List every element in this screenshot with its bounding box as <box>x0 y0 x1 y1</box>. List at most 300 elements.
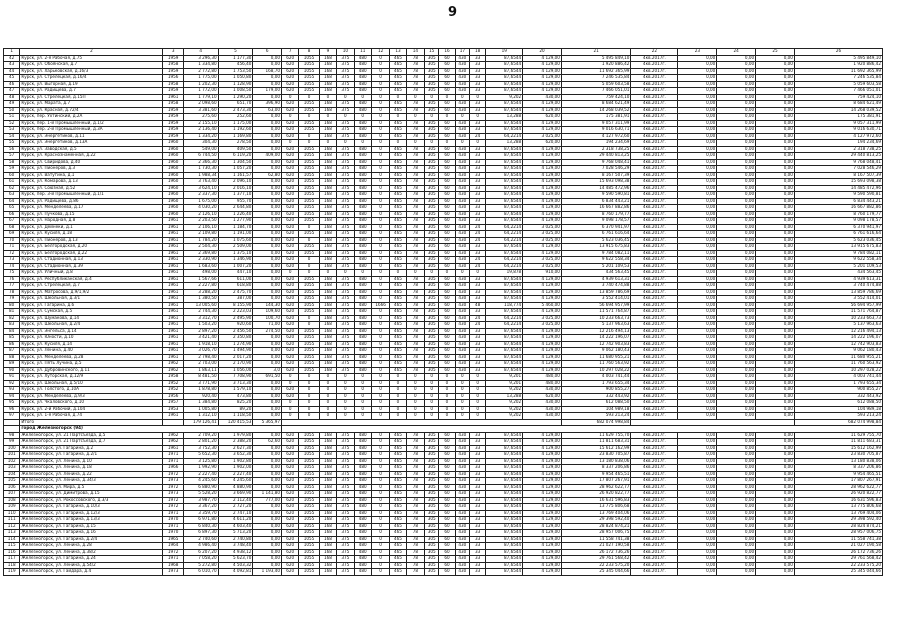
table-cell: 0,00 <box>756 114 795 121</box>
table-cell: 14 222 196,07 <box>561 335 631 342</box>
table-cell: 480 <box>354 68 371 75</box>
table-cell: 1952 <box>163 380 183 387</box>
table-cell: 430 <box>455 322 469 329</box>
table-cell: 430,00 <box>523 387 562 394</box>
table-cell: 33 <box>469 523 485 530</box>
table-cell: 16 667 882,86 <box>794 205 882 212</box>
table-cell: 78 <box>406 75 424 82</box>
table-cell: 1961 <box>163 289 183 296</box>
table-cell: 900 855,27 <box>561 387 631 394</box>
table-cell: 1055 <box>299 341 319 348</box>
table-cell: 4кв.2017г. <box>631 114 678 121</box>
table-cell: 375 <box>337 120 354 127</box>
column-number: 23 <box>678 49 717 56</box>
table-cell: 1972 <box>163 484 183 491</box>
table-cell: 465 <box>390 81 406 88</box>
table-cell: 375 <box>337 354 354 361</box>
table-cell: 0 <box>425 374 439 381</box>
table-cell: 465 <box>390 530 406 537</box>
table-cell: 0,00 <box>717 270 756 277</box>
table-cell: 0,00 <box>253 335 282 342</box>
table-cell: 1971 <box>163 523 183 530</box>
table-cell: Железногорск, ул. Ленина, д.28 <box>20 543 163 550</box>
table-cell: 0 <box>425 406 439 413</box>
table-cell: 4кв.2017г. <box>631 257 678 264</box>
table-cell: 4 986,40 <box>183 543 218 550</box>
table-cell: 26 172 736,26 <box>561 549 631 556</box>
table-cell: 0,00 <box>756 68 795 75</box>
table-cell: 33 <box>469 88 485 95</box>
table-cell: 74 <box>4 263 20 270</box>
table-cell: 0 <box>390 393 406 400</box>
table-cell: 168 <box>319 465 336 472</box>
table-cell: 81 <box>4 309 20 316</box>
table-cell: 0 <box>319 387 336 394</box>
table-cell: 0 <box>439 387 455 394</box>
table-cell: 465 <box>390 133 406 140</box>
table-cell: 0,00 <box>678 107 717 114</box>
table-cell: Курск, ул. Хуторская, д.12/9 <box>20 374 163 381</box>
table-cell: 480 <box>354 153 371 160</box>
table-cell: 33 <box>469 218 485 225</box>
table-cell: 5 623 036,45 <box>794 237 882 244</box>
table-cell: 63 <box>4 192 20 199</box>
table-cell: 0,00 <box>717 497 756 504</box>
table-cell: 0,00 <box>717 562 756 569</box>
table-cell: 0 <box>425 270 439 277</box>
table-cell: 11 811 683,31 <box>561 439 631 446</box>
table-cell: 620 <box>281 523 298 530</box>
table-cell: 305 <box>425 562 439 569</box>
table-cell: 0 <box>390 380 406 387</box>
table-cell: 480 <box>354 81 371 88</box>
table-cell: 0,00 <box>717 114 756 121</box>
table-cell: 305 <box>425 237 439 244</box>
table-cell: 305 <box>425 497 439 504</box>
table-cell: 465 <box>390 296 406 303</box>
table-cell: 0,00 <box>253 114 282 121</box>
table-cell: 33 <box>469 536 485 543</box>
table-cell: 4 129,00 <box>523 367 562 374</box>
table-cell: 1055 <box>299 153 319 160</box>
table-cell: 305 <box>425 257 439 264</box>
table-cell: 4 129,00 <box>523 569 562 576</box>
table-cell: 13 769 404,06 <box>794 510 882 517</box>
table-cell: 115 <box>4 543 20 550</box>
table-cell: Курск, ул. Радищева, д.7 <box>20 88 163 95</box>
table-cell: 480 <box>354 166 371 173</box>
table-cell: 1 730,30 <box>183 166 218 173</box>
table-cell: 620 <box>281 497 298 504</box>
table-cell: 0,00 <box>756 185 795 192</box>
table-cell: 0 <box>371 140 389 147</box>
table-cell: 0,00 <box>678 140 717 147</box>
table-cell: 480 <box>354 562 371 569</box>
table-cell: 375 <box>337 510 354 517</box>
table-cell: 1 304,50 <box>218 159 253 166</box>
table-cell: 24 <box>469 315 485 322</box>
table-cell: 4кв.2017г. <box>631 445 678 452</box>
table-cell: 0 <box>390 400 406 407</box>
table-cell: 1960 <box>163 205 183 212</box>
table-cell: 175 381,91 <box>561 114 631 121</box>
table-cell: 11 558 741,38 <box>561 536 631 543</box>
table-cell: 480,00 <box>523 380 562 387</box>
table-cell: 168 <box>319 257 336 264</box>
table-cell: 430 <box>455 133 469 140</box>
table-cell: 305 <box>425 185 439 192</box>
table-cell: 17 807 267,91 <box>794 478 882 485</box>
table-cell: 430 <box>455 562 469 569</box>
table-cell: 430,00 <box>523 413 562 420</box>
table-cell: 465 <box>390 120 406 127</box>
table-cell: 4кв.2017г. <box>631 491 678 498</box>
table-cell: 21 027 190,58 <box>794 543 882 550</box>
table-cell: 777,00 <box>253 497 282 504</box>
table-cell: 6 880,90 <box>183 484 218 491</box>
table-cell: 612 088,50 <box>794 400 882 407</box>
table-cell: 0 <box>337 270 354 277</box>
table-cell: 0 <box>319 374 336 381</box>
table-cell: 305 <box>425 354 439 361</box>
table-cell: Курск, ул. Стрелецкая, д.15П <box>20 94 163 101</box>
table-cell: Железногорск, ул. Гайдара, д.4 <box>20 569 163 576</box>
table-cell: 480 <box>354 341 371 348</box>
table-cell: 1055 <box>299 354 319 361</box>
table-cell: 33 <box>469 354 485 361</box>
table-cell: 87,6544 <box>486 458 523 465</box>
table-cell: Курск, ул. Стрелецкая, д.7 <box>20 283 163 290</box>
table-cell: 0 <box>371 218 389 225</box>
table-cell: 1055 <box>299 276 319 283</box>
table-cell: 0,00 <box>253 257 282 264</box>
table-cell: 33 <box>469 341 485 348</box>
table-cell: 430 <box>455 68 469 75</box>
table-cell: 1959 <box>163 127 183 134</box>
table-cell: 375 <box>337 302 354 309</box>
table-cell: 305 <box>425 276 439 283</box>
table-cell: 87 <box>4 348 20 355</box>
table-cell: 0 <box>439 140 455 147</box>
table-cell: 0 <box>439 413 455 420</box>
table-cell: 5 137 963,63 <box>561 322 631 329</box>
table-cell: 0,00 <box>717 289 756 296</box>
table-cell: 168 <box>319 452 336 459</box>
table-cell: 0,00 <box>756 458 795 465</box>
table-cell: 375 <box>337 88 354 95</box>
table-cell: 0,00 <box>678 257 717 264</box>
table-cell: 305 <box>425 296 439 303</box>
table-cell: 0 <box>390 406 406 413</box>
table-cell: 430 <box>455 101 469 108</box>
table-cell: 87,6544 <box>486 159 523 166</box>
table-cell: 7 246 535,84 <box>561 75 631 82</box>
table-cell: 1961 <box>163 341 183 348</box>
table-cell: 28 962 622,77 <box>561 484 631 491</box>
table-cell: 1 902,00 <box>218 465 253 472</box>
table-cell: 332 443,92 <box>561 393 631 400</box>
table-cell: 900 855,27 <box>794 387 882 394</box>
table-cell: 430 <box>455 289 469 296</box>
table-cell: 22 233 575,20 <box>794 562 882 569</box>
table-cell: 620 <box>281 478 298 485</box>
table-cell: 78 <box>406 458 424 465</box>
table-cell: 8 481,50 <box>183 374 218 381</box>
table-cell: 0 <box>371 549 389 556</box>
table-cell: 78 <box>406 309 424 316</box>
table-cell: 14 268 039,52 <box>561 107 631 114</box>
table-cell: 11 680 955,21 <box>794 354 882 361</box>
table-cell: 465 <box>390 166 406 173</box>
table-cell: 4 129,00 <box>523 276 562 283</box>
table-cell: 305 <box>425 569 439 576</box>
table-cell: 2 495,90 <box>218 315 253 322</box>
table-cell: 1 277,90 <box>218 218 253 225</box>
table-cell: 430 <box>455 218 469 225</box>
table-cell: 168 <box>319 146 336 153</box>
table-cell: 60 <box>439 465 455 472</box>
table-cell: 0,00 <box>717 211 756 218</box>
table-cell: 375 <box>337 335 354 342</box>
table-cell: 465 <box>390 322 406 329</box>
table-cell: 0,00 <box>253 543 282 550</box>
table-cell: 4 129,00 <box>523 432 562 439</box>
table-cell: 3 296,30 <box>183 55 218 62</box>
table-cell: 87,6544 <box>486 510 523 517</box>
table-cell: 0 <box>299 263 319 270</box>
table-cell: 2 318 738,25 <box>794 146 882 153</box>
table-cell: 8 167 507,39 <box>794 172 882 179</box>
table-cell: 0 <box>455 393 469 400</box>
table-cell: 1961 <box>163 315 183 322</box>
table-cell: 6 834 443,21 <box>794 198 882 205</box>
table-cell: 14 485 472,96 <box>561 185 631 192</box>
table-cell: 60 <box>439 133 455 140</box>
table-cell: 4 129,00 <box>523 205 562 212</box>
table-cell: 78 <box>406 289 424 296</box>
table-cell: 0 <box>371 523 389 530</box>
table-cell: 480 <box>354 172 371 179</box>
table-cell: 465 <box>390 328 406 335</box>
table-cell: 1962 <box>163 361 183 368</box>
table-cell: 9 062 180,43 <box>561 348 631 355</box>
table-cell: 6 761 616,64 <box>561 231 631 238</box>
table-cell: 28 824 874,21 <box>561 523 631 530</box>
table-cell: 0 <box>281 413 298 420</box>
table-cell: 430 <box>455 185 469 192</box>
table-cell: 305 <box>425 328 439 335</box>
table-cell: 430 <box>455 569 469 576</box>
table-cell: 8 684 621,49 <box>794 101 882 108</box>
table-cell: 111 <box>4 517 20 524</box>
table-cell: 9 784 082,11 <box>794 250 882 257</box>
table-cell: 0 <box>371 413 389 420</box>
table-cell: 0,00 <box>756 257 795 264</box>
table-cell: 0,00 <box>253 432 282 439</box>
table-cell: 620 <box>281 81 298 88</box>
table-cell: 465 <box>390 276 406 283</box>
table-cell: 0,00 <box>253 478 282 485</box>
table-cell: 1 918,10 <box>183 341 218 348</box>
table-cell: 0,00 <box>717 140 756 147</box>
table-cell: 0 <box>439 374 455 381</box>
table-cell: 1055 <box>299 348 319 355</box>
table-cell: 2 388,20 <box>218 439 253 446</box>
table-cell: 1 005,80 <box>183 406 218 413</box>
table-cell: 0,00 <box>717 465 756 472</box>
table-cell: 465 <box>390 439 406 446</box>
table-cell: 0 <box>319 413 336 420</box>
table-cell: 0,00 <box>756 413 795 420</box>
table-cell: 910,00 <box>523 270 562 277</box>
table-cell: 33 <box>469 309 485 316</box>
table-cell: 5 137 963,63 <box>794 322 882 329</box>
table-cell: 0,00 <box>678 491 717 498</box>
table-cell: 9,202 <box>486 413 523 420</box>
table-cell: 168 <box>319 159 336 166</box>
table-cell: Курск, ул. Шумаковa, д.14 <box>20 315 163 322</box>
table-cell: 1960 <box>163 146 183 153</box>
table-cell: 63,00 <box>253 107 282 114</box>
table-cell: 33 <box>469 75 485 82</box>
table-row <box>4 569 883 576</box>
table-cell: 612 088,50 <box>561 400 631 407</box>
table-cell: 4кв.2017г. <box>631 400 678 407</box>
table-cell: 4кв.2017г. <box>631 328 678 335</box>
table-cell: 33 <box>469 478 485 485</box>
table-cell: 4кв.2017г. <box>631 127 678 134</box>
table-cell: Курск, ул. Менделеева, д.9/3 <box>20 393 163 400</box>
table-cell: 465 <box>390 283 406 290</box>
table-cell: 430 <box>455 276 469 283</box>
table-cell: 0 <box>406 380 424 387</box>
table-cell: 168 <box>319 244 336 251</box>
table-cell: 0,00 <box>678 354 717 361</box>
table-cell: 0,00 <box>253 250 282 257</box>
table-cell: 430 <box>455 452 469 459</box>
table-cell: 4кв.2017г. <box>631 517 678 524</box>
table-cell: 0,00 <box>717 309 756 316</box>
table-cell: 0 <box>299 400 319 407</box>
table-cell: 110 <box>4 510 20 517</box>
table-cell: 1 334,80 <box>183 62 218 69</box>
table-cell: 1 184,70 <box>218 224 253 231</box>
table-cell: 305 <box>425 543 439 550</box>
table-cell: Курск, ул. 2-я Рабочая, д.75 <box>20 55 163 62</box>
table-cell: 0,00 <box>756 289 795 296</box>
table-cell: 1055 <box>299 543 319 550</box>
table-cell: 305 <box>425 172 439 179</box>
table-cell: 465 <box>390 432 406 439</box>
table-cell: 168 <box>319 361 336 368</box>
table-cell: 168 <box>319 341 336 348</box>
table-cell: 0 <box>469 400 485 407</box>
table-cell: 0,00 <box>678 205 717 212</box>
table-cell: 60 <box>4 172 20 179</box>
table-cell: 375 <box>337 465 354 472</box>
table-cell: 4 939 613,31 <box>561 276 631 283</box>
table-cell: 78 <box>406 354 424 361</box>
table-cell: 0,00 <box>253 237 282 244</box>
table-cell: 1960 <box>163 179 183 186</box>
table-cell: 465 <box>390 497 406 504</box>
table-cell: 13 775 806,68 <box>561 504 631 511</box>
table-cell: 375 <box>337 257 354 264</box>
table-cell: 620 <box>281 484 298 491</box>
table-cell: 620 <box>281 569 298 576</box>
table-cell: 0 <box>371 536 389 543</box>
table-cell: 0 <box>390 374 406 381</box>
table-cell: 33 <box>469 211 485 218</box>
table-cell: Курск, ул. Толстого, д.10А <box>20 387 163 394</box>
table-cell: 1961 <box>163 257 183 264</box>
table-cell: 0 <box>354 270 371 277</box>
table-cell: 0,00 <box>756 406 795 413</box>
table-cell: 0 <box>439 393 455 400</box>
table-cell: 100 <box>4 445 20 452</box>
table-cell: 3 771,90 <box>183 380 218 387</box>
table-cell: 3 025,00 <box>523 315 562 322</box>
table-cell: 60 <box>439 276 455 283</box>
table-cell: 78 <box>406 536 424 543</box>
table-cell: 375 <box>337 250 354 257</box>
table-cell: 618,80 <box>218 283 253 290</box>
table-cell: 1970 <box>163 517 183 524</box>
table-cell: 87,6544 <box>486 549 523 556</box>
table-cell: 0,00 <box>678 549 717 556</box>
table-cell: 1973 <box>163 569 183 576</box>
table-cell: 0 <box>371 569 389 576</box>
table-cell: 375 <box>337 224 354 231</box>
table-cell: 33 <box>469 471 485 478</box>
table-cell: 4 611,20 <box>218 517 253 524</box>
table-cell: 430 <box>455 237 469 244</box>
table-cell: 9 954 465,51 <box>561 471 631 478</box>
table-cell: 60 <box>439 549 455 556</box>
table-cell: 78 <box>406 367 424 374</box>
table-cell: Курск, ул. Пучкова, д.15 <box>20 211 163 218</box>
table-cell: 1055 <box>299 231 319 238</box>
table-cell: 1055 <box>299 62 319 69</box>
table-cell: 430 <box>455 88 469 95</box>
table-cell: 620 <box>281 62 298 69</box>
table-cell: 375 <box>337 517 354 524</box>
table-cell: 2 772,80 <box>183 68 218 75</box>
table-cell: 0,00 <box>717 367 756 374</box>
table-cell: 0,00 <box>678 244 717 251</box>
column-number: 24 <box>717 49 756 56</box>
table-cell: 7 708,90 <box>218 374 253 381</box>
table-cell: 375 <box>337 530 354 537</box>
table-cell: 62,80 <box>253 172 282 179</box>
table-cell: 955,70 <box>218 198 253 205</box>
table-cell: 10 233 663,73 <box>561 315 631 322</box>
column-number: 7 <box>281 49 298 56</box>
table-cell: 3,0 <box>253 367 282 374</box>
table-cell: 1055 <box>299 458 319 465</box>
table-cell: 0,00 <box>756 465 795 472</box>
table-cell: 78 <box>406 166 424 173</box>
column-number: 3 <box>163 49 183 56</box>
table-cell: 60 <box>439 452 455 459</box>
table-cell: 1055 <box>299 179 319 186</box>
table-cell: 78 <box>406 491 424 498</box>
table-cell: 0 <box>337 387 354 394</box>
table-cell: 1055 <box>299 361 319 368</box>
data-table <box>3 48 883 576</box>
table-cell: 0 <box>299 315 319 322</box>
table-cell: 0 <box>281 94 298 101</box>
